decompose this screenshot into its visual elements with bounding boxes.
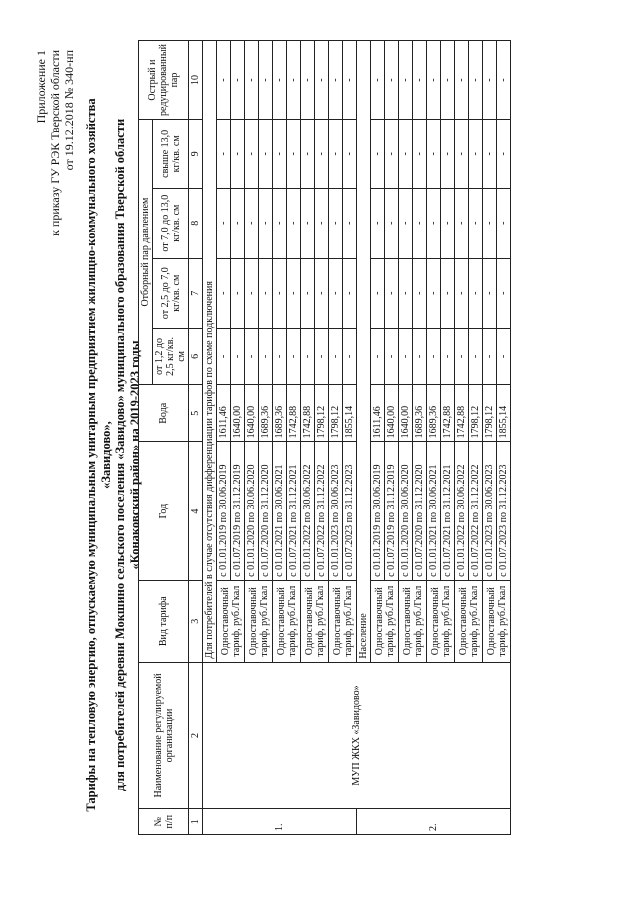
title-line: для потребителей деревни Мокшино сельского поселения «Завидово» муниципального образования Тверской области — [113, 118, 127, 792]
water-tariff-value: 1640,00 — [231, 385, 245, 442]
empty-value-dash: - — [497, 120, 511, 189]
tariff-period: с 01.07.2020 по 31.12.2020 — [259, 442, 273, 580]
tariff-type: Одноставочный тариф, руб./Гкал — [455, 580, 483, 662]
empty-value-dash: - — [441, 120, 455, 189]
water-tariff-value: 1798,12 — [469, 385, 483, 442]
appendix-line: к приказу ГУ РЭК Тверской области — [48, 50, 62, 236]
empty-value-dash: - — [231, 328, 245, 384]
appendix-line: Приложение 1 — [34, 50, 48, 124]
tariff-period: с 01.07.2021 по 31.12.2021 — [287, 442, 301, 580]
tariff-period: с 01.01.2021 по 30.06.2021 — [427, 442, 441, 580]
empty-value-dash: - — [469, 41, 483, 120]
empty-value-dash: - — [245, 258, 259, 328]
header-type: Вид тарифа — [139, 580, 189, 662]
empty-value-dash: - — [245, 328, 259, 384]
water-tariff-value: 1742,88 — [287, 385, 301, 442]
empty-value-dash: - — [455, 258, 469, 328]
empty-value-dash: - — [497, 41, 511, 120]
empty-value-dash: - — [315, 41, 329, 120]
empty-value-dash: - — [329, 120, 343, 189]
column-index-cell: 3 — [189, 580, 203, 662]
empty-value-dash: - — [441, 258, 455, 328]
empty-value-dash: - — [385, 41, 399, 120]
header-period: Год — [139, 442, 189, 580]
empty-value-dash: - — [315, 188, 329, 258]
empty-value-dash: - — [259, 328, 273, 384]
empty-value-dash: - — [343, 120, 357, 189]
empty-value-dash: - — [427, 328, 441, 384]
empty-value-dash: - — [399, 258, 413, 328]
empty-value-dash: - — [273, 41, 287, 120]
empty-value-dash: - — [427, 41, 441, 120]
header-steam-group: Отборный пар давлением — [139, 120, 153, 385]
empty-value-dash: - — [413, 328, 427, 384]
water-tariff-value: 1855,14 — [497, 385, 511, 442]
empty-value-dash: - — [455, 328, 469, 384]
tariff-period: с 01.07.2020 по 31.12.2020 — [413, 442, 427, 580]
header-water: Вода — [139, 385, 189, 442]
empty-value-dash: - — [273, 328, 287, 384]
empty-value-dash: - — [245, 41, 259, 120]
section-label: Для потребителей в случае отсутствия дифференциации тарифов по схеме подключения — [203, 41, 217, 663]
tariff-period: с 01.07.2023 по 31.12.2023 — [343, 442, 357, 580]
water-tariff-value: 1742,88 — [441, 385, 455, 442]
tariff-type: Одноставочный тариф, руб./Гкал — [217, 580, 245, 662]
empty-value-dash: - — [301, 120, 315, 189]
header-pressure-1: от 1,2 до 2,5 кг/кв. см — [153, 328, 189, 384]
water-tariff-value: 1689,36 — [427, 385, 441, 442]
empty-value-dash: - — [259, 120, 273, 189]
empty-value-dash: - — [315, 328, 329, 384]
empty-value-dash: - — [441, 41, 455, 120]
empty-value-dash: - — [245, 188, 259, 258]
tariff-type: Одноставочный тариф, руб./Гкал — [399, 580, 427, 662]
empty-value-dash: - — [497, 188, 511, 258]
section-number: 1. — [203, 809, 357, 835]
empty-value-dash: - — [329, 41, 343, 120]
empty-value-dash: - — [385, 188, 399, 258]
empty-value-dash: - — [315, 120, 329, 189]
header-org: Наименование регулируемой организации — [139, 662, 189, 809]
empty-value-dash: - — [329, 258, 343, 328]
empty-value-dash: - — [217, 41, 231, 120]
appendix-line: от 19.12.2018 № 340-нп — [62, 50, 76, 171]
empty-value-dash: - — [245, 120, 259, 189]
tariff-period: с 01.07.2022 по 31.12.2022 — [469, 442, 483, 580]
tariff-period: с 01.01.2021 по 30.06.2021 — [273, 442, 287, 580]
tariff-period: с 01.01.2019 по 30.06.2019 — [217, 442, 231, 580]
water-tariff-value: 1798,12 — [483, 385, 497, 442]
empty-value-dash: - — [287, 120, 301, 189]
column-index-cell: 6 — [189, 328, 203, 384]
tariff-period: с 01.01.2022 по 30.06.2022 — [301, 442, 315, 580]
empty-value-dash: - — [259, 188, 273, 258]
empty-value-dash: - — [301, 328, 315, 384]
water-tariff-value: 1611,46 — [371, 385, 385, 442]
water-tariff-value: 1640,00 — [385, 385, 399, 442]
water-tariff-value: 1855,14 — [343, 385, 357, 442]
water-tariff-value: 1611,46 — [217, 385, 231, 442]
header-pressure-4: свыше 13,0 кг/кв. см — [153, 120, 189, 189]
tariff-period: с 01.07.2021 по 31.12.2021 — [441, 442, 455, 580]
empty-value-dash: - — [469, 188, 483, 258]
empty-value-dash: - — [371, 120, 385, 189]
empty-value-dash: - — [231, 188, 245, 258]
empty-value-dash: - — [273, 120, 287, 189]
empty-value-dash: - — [301, 41, 315, 120]
title-line: «Конаковский район» на 2019-2023 годы — [127, 340, 142, 570]
header-pressure-2: от 2,5 до 7,0 кг/кв. см — [153, 258, 189, 328]
column-index-cell: 8 — [189, 188, 203, 258]
empty-value-dash: - — [483, 258, 497, 328]
tariff-period: с 01.01.2019 по 30.06.2019 — [371, 442, 385, 580]
empty-value-dash: - — [413, 41, 427, 120]
tariff-type: Одноставочный тариф, руб./Гкал — [427, 580, 455, 662]
column-index-cell: 9 — [189, 120, 203, 189]
empty-value-dash: - — [287, 188, 301, 258]
tariff-period: с 01.07.2023 по 31.12.2023 — [497, 442, 511, 580]
water-tariff-value: 1798,12 — [329, 385, 343, 442]
tariff-period: с 01.01.2023 по 30.06.2023 — [329, 442, 343, 580]
empty-value-dash: - — [287, 41, 301, 120]
empty-value-dash: - — [287, 328, 301, 384]
water-tariff-value: 1689,36 — [413, 385, 427, 442]
empty-value-dash: - — [399, 328, 413, 384]
column-index-cell: 7 — [189, 258, 203, 328]
tariff-table-body — [203, 41, 511, 835]
empty-value-dash: - — [497, 258, 511, 328]
empty-value-dash: - — [273, 188, 287, 258]
empty-value-dash: - — [343, 258, 357, 328]
title-line: Тарифы на тепловую энергию, отпускаемую муниципальным унитарным предприятием жилищно-коммунального хозяйства «Завидово», — [84, 98, 113, 812]
header-num: № п/п — [139, 809, 189, 835]
empty-value-dash: - — [455, 188, 469, 258]
column-index-cell: 1 — [189, 809, 203, 835]
tariff-period: с 01.01.2023 по 30.06.2023 — [483, 442, 497, 580]
water-tariff-value: 1640,00 — [399, 385, 413, 442]
tariff-type: Одноставочный тариф, руб./Гкал — [273, 580, 301, 662]
empty-value-dash: - — [329, 328, 343, 384]
empty-value-dash: - — [469, 258, 483, 328]
tariff-type: Одноставочный тариф, руб./Гкал — [483, 580, 511, 662]
empty-value-dash: - — [371, 41, 385, 120]
column-index-cell: 2 — [189, 662, 203, 809]
tariff-period: с 01.07.2019 по 31.12.2019 — [231, 442, 245, 580]
tariff-table — [138, 40, 511, 835]
tariff-period: с 01.01.2020 по 30.06.2020 — [245, 442, 259, 580]
empty-value-dash: - — [497, 328, 511, 384]
empty-value-dash: - — [427, 258, 441, 328]
tariff-period: с 01.07.2022 по 31.12.2022 — [315, 442, 329, 580]
empty-value-dash: - — [329, 188, 343, 258]
empty-value-dash: - — [469, 328, 483, 384]
empty-value-dash: - — [371, 188, 385, 258]
empty-value-dash: - — [231, 258, 245, 328]
document-title — [84, 75, 142, 835]
appendix-note — [34, 50, 76, 236]
empty-value-dash: - — [413, 258, 427, 328]
empty-value-dash: - — [483, 41, 497, 120]
tariff-type: Одноставочный тариф, руб./Гкал — [329, 580, 357, 662]
water-tariff-value: 1689,36 — [273, 385, 287, 442]
empty-value-dash: - — [301, 258, 315, 328]
empty-value-dash: - — [413, 188, 427, 258]
water-tariff-value: 1798,12 — [315, 385, 329, 442]
column-index-row — [189, 41, 203, 835]
section-row — [203, 41, 217, 835]
empty-value-dash: - — [469, 120, 483, 189]
tariff-type: Одноставочный тариф, руб./Гкал — [371, 580, 399, 662]
empty-value-dash: - — [259, 258, 273, 328]
empty-value-dash: - — [217, 120, 231, 189]
empty-value-dash: - — [287, 258, 301, 328]
empty-value-dash: - — [441, 188, 455, 258]
empty-value-dash: - — [217, 328, 231, 384]
water-tariff-value: 1742,88 — [301, 385, 315, 442]
header-pressure-3: от 7,0 до 13,0 кг/кв. см — [153, 188, 189, 258]
column-index-cell: 5 — [189, 385, 203, 442]
section-label: Население — [357, 41, 371, 663]
empty-value-dash: - — [399, 120, 413, 189]
section-number: 2. — [357, 809, 511, 835]
tariff-type: Одноставочный тариф, руб./Гкал — [301, 580, 329, 662]
empty-value-dash: - — [343, 188, 357, 258]
column-index-cell: 4 — [189, 442, 203, 580]
empty-value-dash: - — [259, 41, 273, 120]
empty-value-dash: - — [217, 258, 231, 328]
empty-value-dash: - — [399, 41, 413, 120]
empty-value-dash: - — [273, 258, 287, 328]
water-tariff-value: 1689,36 — [259, 385, 273, 442]
empty-value-dash: - — [231, 120, 245, 189]
tariff-period: с 01.07.2019 по 31.12.2019 — [385, 442, 399, 580]
water-tariff-value: 1640,00 — [245, 385, 259, 442]
empty-value-dash: - — [371, 258, 385, 328]
empty-value-dash: - — [483, 120, 497, 189]
empty-value-dash: - — [231, 41, 245, 120]
water-tariff-value: 1742,88 — [455, 385, 469, 442]
tariff-type: Одноставочный тариф, руб./Гкал — [245, 580, 273, 662]
empty-value-dash: - — [483, 188, 497, 258]
empty-value-dash: - — [217, 188, 231, 258]
empty-value-dash: - — [385, 258, 399, 328]
empty-value-dash: - — [385, 328, 399, 384]
empty-value-dash: - — [301, 188, 315, 258]
header-sharp-steam: Острый и редуцированный пар — [139, 41, 189, 120]
empty-value-dash: - — [343, 41, 357, 120]
empty-value-dash: - — [399, 188, 413, 258]
empty-value-dash: - — [455, 41, 469, 120]
empty-value-dash: - — [427, 120, 441, 189]
empty-value-dash: - — [455, 120, 469, 189]
empty-value-dash: - — [371, 328, 385, 384]
tariff-period: с 01.01.2022 по 30.06.2022 — [455, 442, 469, 580]
empty-value-dash: - — [483, 328, 497, 384]
empty-value-dash: - — [441, 328, 455, 384]
column-index-cell: 10 — [189, 41, 203, 120]
empty-value-dash: - — [315, 258, 329, 328]
organization-name: МУП ЖКХ «Завидово» — [203, 662, 511, 809]
empty-value-dash: - — [343, 328, 357, 384]
empty-value-dash: - — [427, 188, 441, 258]
empty-value-dash: - — [385, 120, 399, 189]
empty-value-dash: - — [413, 120, 427, 189]
tariff-period: с 01.01.2020 по 30.06.2020 — [399, 442, 413, 580]
